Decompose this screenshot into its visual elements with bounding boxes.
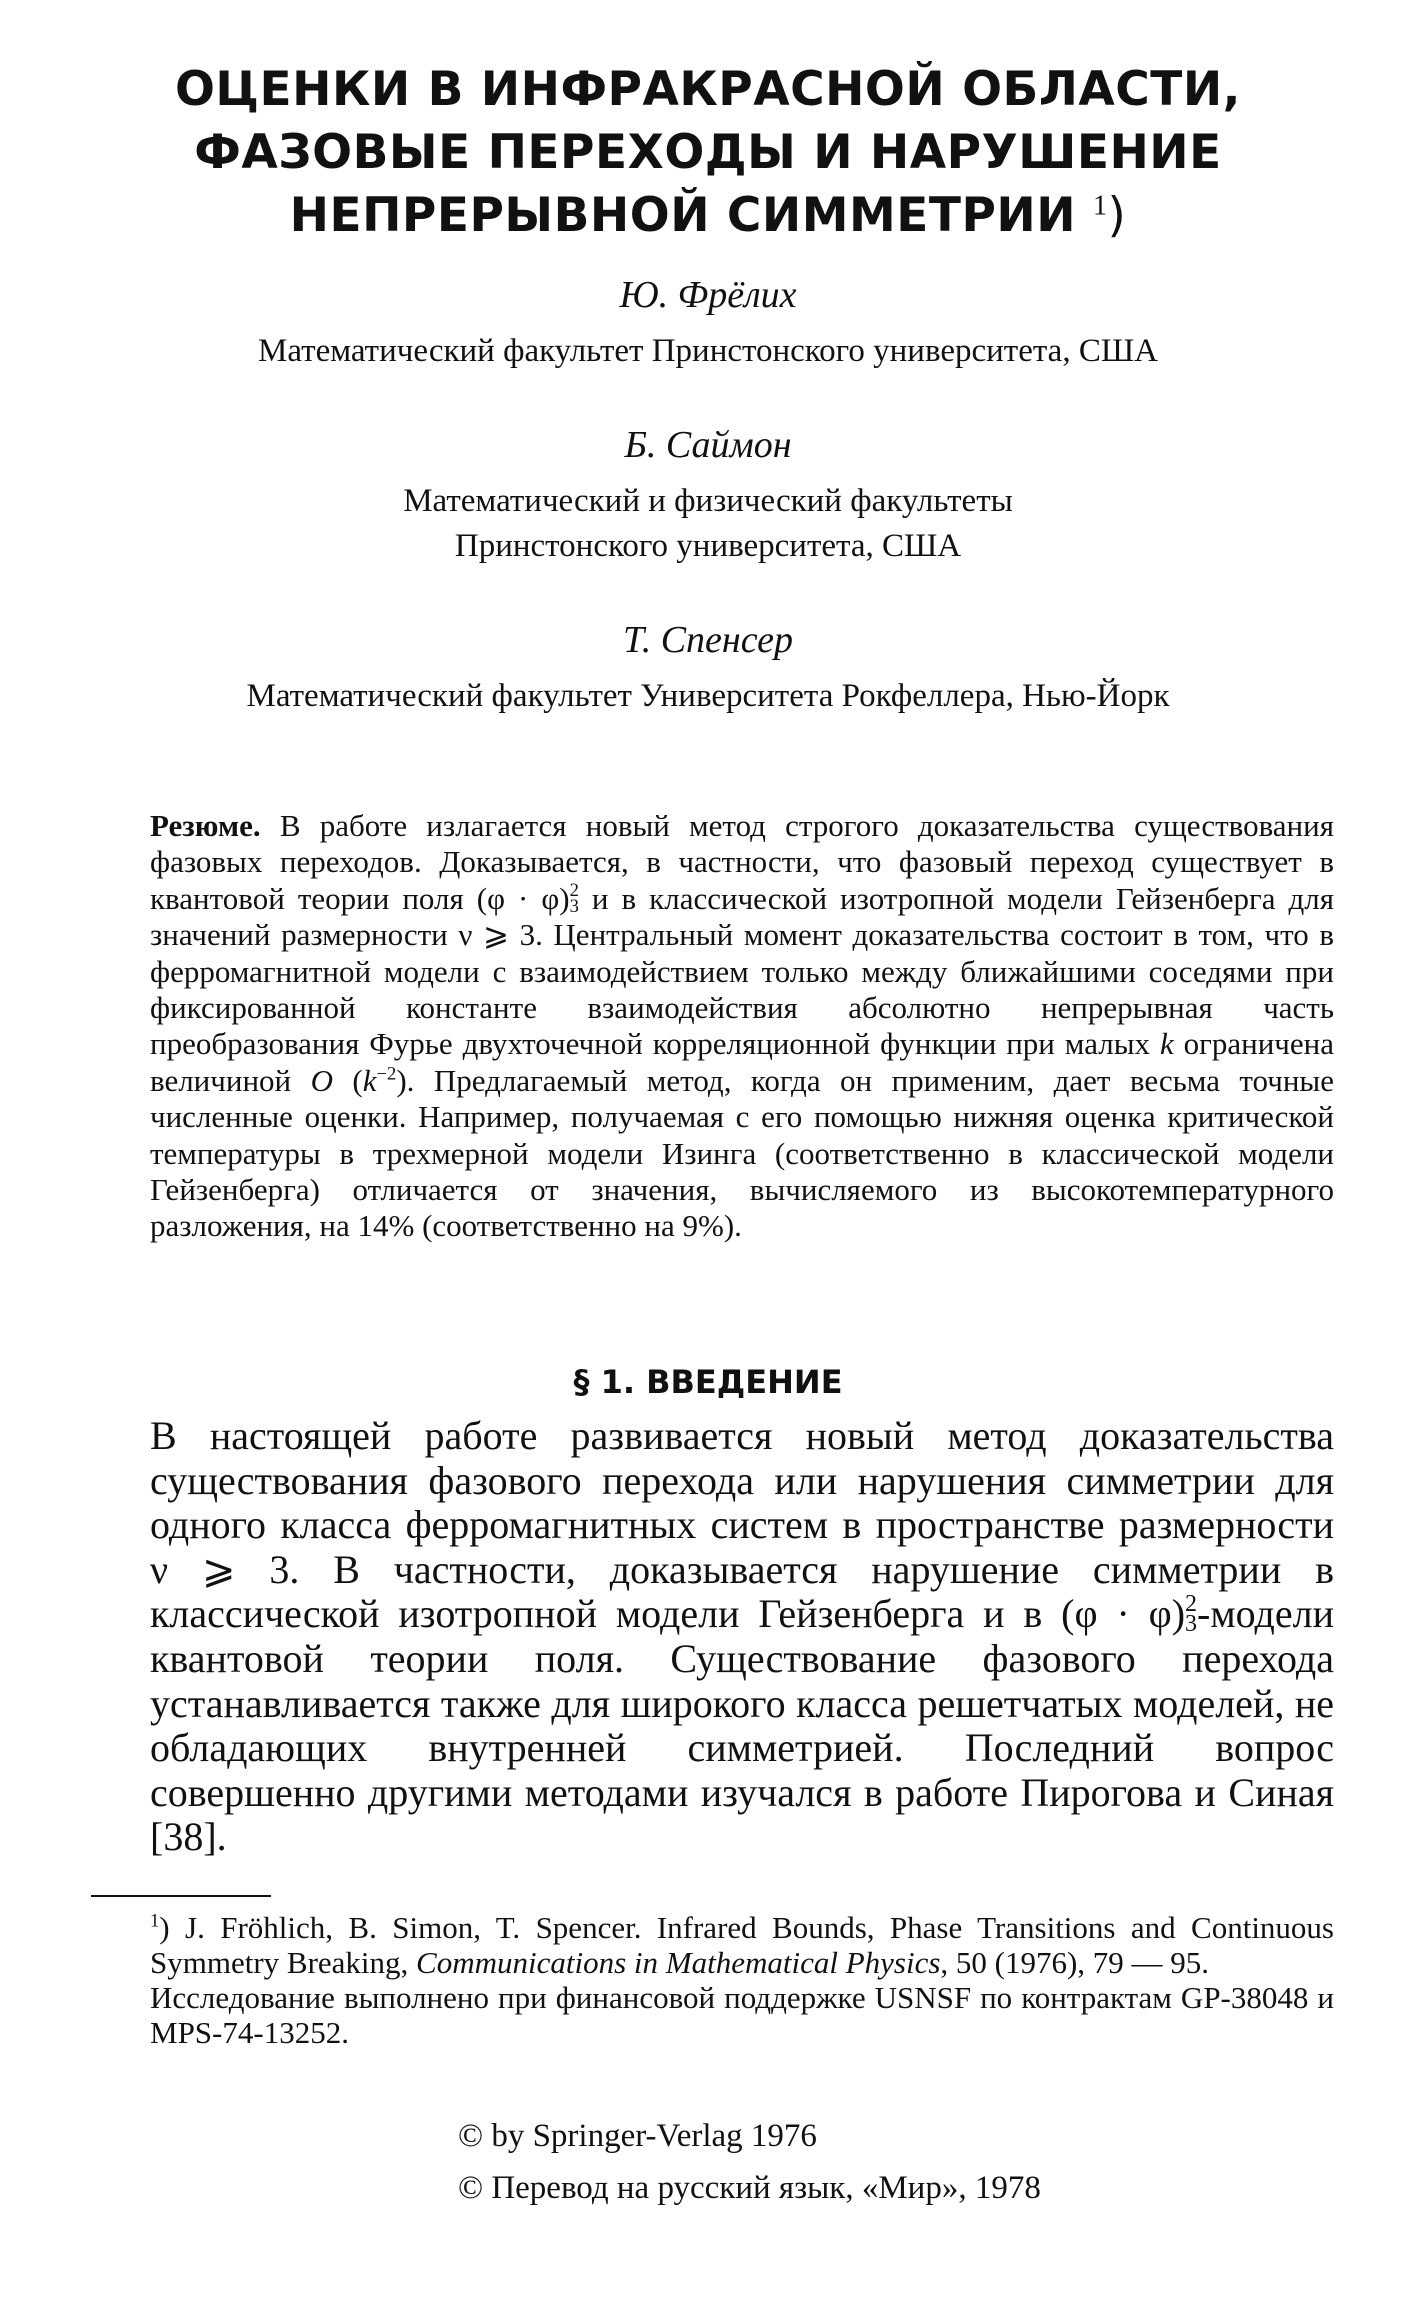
abstract-text-1: В работе излагается новый метод строгого доказательства существования фазовых переходов. Доказывается, в частности, что фазовый переход существует в квантовой теории поля (φ · φ) — [150, 808, 1334, 916]
author-1-name: Ю. Фрёлих — [619, 274, 797, 316]
abstract-text-4: ( — [332, 1062, 363, 1098]
intro-sup: 2 — [1185, 1590, 1198, 1617]
author-3-affiliation: Математический факультет Университета Рокфеллера, Нью-Йорк — [246, 678, 1170, 714]
abstract-text-5: ). Предлагаемый метод, когда он применим, дает весьма точные численные оценки. Например, получаемая с его помощью нижняя оценка критической температуры в трехмерной модели Изинга (соответственно в классической модели Гейзенберга) отличается от значения, вычисляемого из высокотемпературного разложения, на 14% (соответственно на 9%). — [150, 1062, 1335, 1244]
title-line-3-text: НЕПРЕРЫВНОЙ СИММЕТРИИ — [289, 188, 1077, 243]
author-2-affiliation-line-2: Принстонского университета, США — [454, 528, 962, 564]
abstract-k-2: k — [362, 1062, 377, 1098]
abstract-text-2: и в классической изотропной модели Гейзенберга для значений размерности ν ⩾ 3. Центральный момент доказательства состоит в том, что в ферромагнитной модели с взаимодействием только между ближайшими соседями при фиксированной константе взаимодействия абсолютно непрерывная часть преобразования Фурье двухточечной корреляционной функции при малых — [150, 880, 1334, 1062]
footnote-journal: Communications in Mathematical Physics — [416, 1945, 941, 1980]
section-heading: § 1. ВВЕДЕНИЕ — [573, 1363, 843, 1401]
abstract-sub: 3 — [569, 895, 579, 917]
footnote-mark: 1 — [150, 1910, 160, 1932]
abstract-scripts — [569, 879, 579, 917]
footnote-ref-tail: , 50 (1976), 79 — 95. — [940, 1945, 1210, 1980]
title-line-3 — [150, 184, 1266, 247]
copyright-line-2: © Перевод на русский язык, «Мир», 1978 — [458, 2170, 1041, 2206]
footnote-reference — [150, 1910, 1334, 1980]
intro-scripts — [1185, 1590, 1198, 1637]
author-2-name: Б. Саймон — [624, 424, 792, 466]
title-footnote-mark: 1 — [1092, 190, 1108, 222]
abstract-k: k — [1159, 1026, 1174, 1062]
title-footnote-paren: ) — [1107, 188, 1127, 243]
abstract-label: Резюме. — [150, 808, 261, 843]
footnote — [150, 1910, 1334, 2050]
intro-sub: 3 — [1185, 1610, 1198, 1637]
title-line-1: ОЦЕНКИ В ИНФРАКРАСНОЙ ОБЛАСТИ, — [174, 62, 1242, 117]
abstract-exponent: −2 — [376, 1063, 397, 1085]
intro-paragraph — [150, 1414, 1334, 1860]
footnote-ref-text: J. Fröhlich, B. Simon, T. Spencer. Infrared Bounds, Phase Transitions and Continuous Symmetry Breaking, — [150, 1910, 1334, 1980]
copyright-line-1: © by Springer-Verlag 1976 — [458, 2118, 817, 2154]
abstract-sup: 2 — [569, 879, 579, 901]
abstract — [150, 808, 1334, 1245]
footnote-mark-paren: ) — [159, 1910, 170, 1945]
paper-title — [150, 58, 1266, 247]
author-3-name: Т. Спенсер — [622, 619, 794, 661]
footnote-funding: Исследование выполнено при финансовой поддержке USNSF по контрактам GP-38048 и MPS-74-13252. — [150, 1980, 1334, 2050]
author-1-affiliation: Математический факультет Принстонского университета, США — [258, 333, 1158, 369]
abstract-O: O — [310, 1062, 333, 1098]
footnote-divider — [91, 1895, 271, 1897]
intro-text-1: В настоящей работе развивается новый метод доказательства существования фазового перехода или нарушения симметрии для одного класса ферромагнитных систем в пространстве размерности ν ⩾ 3. В частности, доказывается нарушение симметрии в классической изотропной модели Гейзенберга и в (φ · φ) — [150, 1413, 1334, 1637]
title-line-2: ФАЗОВЫЕ ПЕРЕХОДЫ И НАРУШЕНИЕ — [194, 125, 1222, 180]
intro-text-2: -модели квантовой теории поля. Существование фазового перехода устанавливается также для широкого класса решетчатых моделей, не обладающих внутренней симметрией. Последний вопрос совершенно другими методами изучался в работе Пирогова и Синая [38]. — [150, 1591, 1334, 1860]
author-2-affiliation-line-1: Математический и физический факультеты — [403, 483, 1013, 519]
abstract-text-3: ограничена величиной — [150, 1026, 1334, 1098]
